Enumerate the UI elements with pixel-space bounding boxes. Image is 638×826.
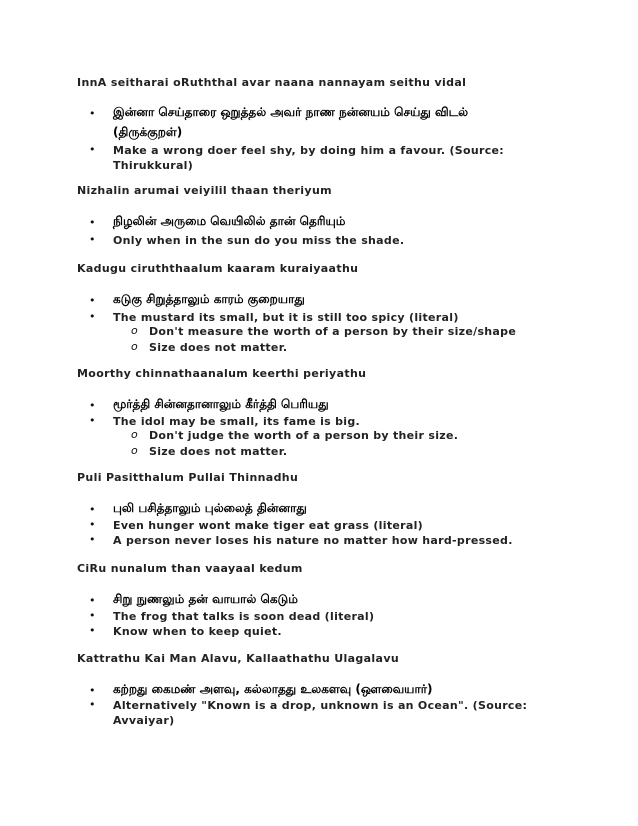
bullet-icon: • [89,594,96,607]
bullet-icon: • [89,698,96,711]
bullet-icon: • [89,503,96,516]
proverb-heading: InnA seitharai oRuththal avar naana nannayam seithu vidal [77,76,467,89]
proverb-heading: Puli Pasitthalum Pullai Thinnadhu [77,471,299,484]
bullet-icon: • [89,518,96,531]
english-translation: Make a wrong doer feel shy, by doing him a favour. (Source: Thirukkural) [113,144,504,172]
english-meaning: Know when to keep quiet. [113,625,282,638]
tamil-proverb-source: (திருக்குறள்) [113,125,183,139]
proverb-heading: Nizhalin arumai veiyilil thaan theriyum [77,184,332,197]
sub-point: Size does not matter. [149,341,288,354]
proverb-heading: Kattrathu Kai Man Alavu, Kallaathathu Ulagalavu [77,652,400,665]
sub-bullet-icon: o [131,340,138,353]
tamil-proverb: நிழலின் அருமை வெயிலில் தான் தெரியும் [113,214,346,228]
bullet-icon: • [89,216,96,229]
bullet-icon: • [89,684,96,697]
bullet-icon: • [89,609,96,622]
english-meaning: A person never loses his nature no matter how hard-pressed. [113,534,513,547]
sub-bullet-icon: o [131,444,138,457]
tamil-proverb: கடுகு சிறுத்தாலும் காரம் குறையாது [113,292,305,306]
bullet-icon: • [89,294,96,307]
sub-point: Don't judge the worth of a person by their size. [149,429,459,442]
sub-bullet-icon: o [131,324,138,337]
sub-bullet-icon: o [131,428,138,441]
bullet-icon: • [89,624,96,637]
tamil-proverb: கற்றது கைமண் அளவு, கல்லாதது உலகளவு (ஔவையார்) [113,682,433,696]
tamil-proverb: இன்னா செய்தாரை ஒறுத்தல் அவர் நாண நன்னயம் செய்து விடல் [113,105,469,119]
english-translation: Only when in the sun do you miss the shade. [113,234,405,247]
bullet-icon: • [89,310,96,323]
english-translation: The mustard its small, but it is still too spicy (literal) [113,311,459,324]
english-translation: Even hunger wont make tiger eat grass (literal) [113,519,423,532]
bullet-icon: • [89,533,96,546]
tamil-proverb: புலி பசித்தாலும் புல்லைத் தின்னாது [113,501,307,515]
sub-point: Don't measure the worth of a person by their size/shape [149,325,517,338]
proverb-heading: Kadugu ciruththaalum kaaram kuraiyaathu [77,262,359,275]
english-translation: The frog that talks is soon dead (literal) [113,610,375,623]
english-translation: Alternatively "Known is a drop, unknown is an Ocean". (Source: Avvaiyar) [113,699,528,727]
sub-point: Size does not matter. [149,445,288,458]
english-translation: The idol may be small, its fame is big. [113,415,361,428]
tamil-proverb: சிறு நுணலும் தன் வாயால் கெடும் [113,592,298,606]
proverb-heading: Moorthy chinnathaanalum keerthi periyathu [77,367,367,380]
bullet-icon: • [89,233,96,246]
bullet-icon: • [89,414,96,427]
bullet-icon: • [89,107,96,120]
bullet-icon: • [89,143,96,156]
tamil-proverb: மூர்த்தி சின்னதானாலும் கீர்த்தி பெரியது [113,397,329,411]
proverb-heading: CiRu nunalum than vaayaal kedum [77,562,303,575]
bullet-icon: • [89,399,96,412]
